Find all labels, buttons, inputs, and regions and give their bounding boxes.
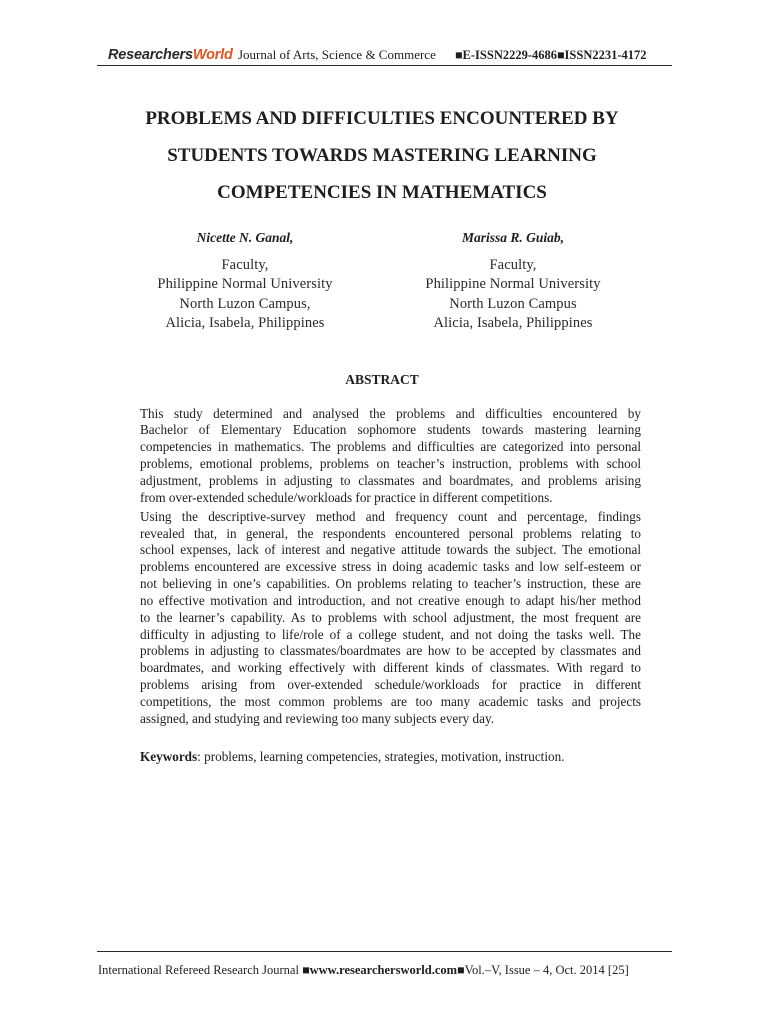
abstract-line: competitions, the most common problems are too many academic tasks and projects: [140, 693, 641, 709]
abstract-body: [140, 406, 641, 728]
abstract-line: Bachelor of Elementary Education sophomore students towards mastering learning: [140, 422, 641, 438]
affiliation-line: Alicia, Isabela, Philippines: [165, 315, 325, 332]
abstract-line: assigned, and studying and reviewing too many subjects every day.: [140, 710, 495, 726]
abstract-line: problems encountered are excessive stress in doing academic tasks and low self-esteem or: [140, 559, 641, 575]
paper-title: [0, 100, 764, 211]
abstract-line: not believing in one’s capabilities. On problems relating to teacher’s instruction, these are: [140, 576, 641, 592]
author-affiliation: [403, 256, 623, 334]
abstract-paragraph: [140, 509, 641, 728]
logo-text-world: World: [192, 47, 233, 63]
footer-issue-info: Vol.–V, Issue – 4, Oct. 2014 [25]: [464, 963, 629, 977]
abstract-line: problems arising from over-extended schedule/workloads for practice in different: [140, 677, 641, 693]
title-line: STUDENTS TOWARDS MASTERING LEARNING: [167, 145, 597, 166]
page-footer: [98, 961, 629, 979]
logo-text-researchers: Researchers: [108, 47, 193, 63]
affiliation-line: Philippine Normal University: [157, 276, 333, 293]
affiliation-line: Faculty,: [489, 257, 537, 273]
abstract-line: problems, emotional problems, problems on teacher’s instruction, problems with school: [140, 456, 641, 472]
abstract-line: adjustment, problems in adjusting to classmates and boardmates, and problems arising: [140, 472, 641, 488]
issn-numbers: ■E-ISSN2229-4686■ISSN2231-4172: [455, 48, 647, 62]
author-affiliation: [135, 256, 355, 334]
abstract-line: Using the descriptive-survey method and frequency count and percentage, findings: [140, 508, 641, 524]
abstract-line: from over-extended schedule/workloads for practice in different competitions.: [140, 489, 553, 505]
keywords-text: : problems, learning competencies, strategies, motivation, instruction.: [197, 748, 565, 764]
journal-name: Journal of Arts, Science & Commerce: [238, 47, 436, 62]
abstract-heading: ABSTRACT: [345, 372, 419, 387]
author-name: Nicette N. Ganal,: [196, 230, 294, 245]
abstract-line: This study determined and analysed the problems and difficulties encountered by: [140, 405, 641, 421]
title-line: COMPETENCIES IN MATHEMATICS: [217, 182, 547, 203]
affiliation-line: Faculty,: [221, 257, 269, 273]
researchersworld-logo: [108, 46, 233, 64]
abstract-line: difficulty in adjusting to life/role of a college student, and not doing the tasks well. The: [140, 626, 641, 642]
author-block-2: [403, 229, 623, 334]
abstract-line: no effective motivation and introduction, and not creative enough to adapt his/her method: [140, 592, 641, 608]
affiliation-line: Philippine Normal University: [425, 276, 601, 293]
abstract-line: problems in adjusting to classmates/boardmates are how to be accepted by classmates and: [140, 643, 641, 659]
affiliation-line: North Luzon Campus: [449, 295, 577, 312]
abstract-line: competencies in mathematics. The problems and difficulties are categorized into personal: [140, 439, 641, 455]
footer-website: ■www.researchersworld.com■: [302, 963, 465, 977]
abstract-line: revealed that, in general, the respondents encountered personal problems relating to: [140, 525, 641, 541]
affiliation-line: Alicia, Isabela, Philippines: [433, 315, 593, 332]
journal-header: [97, 45, 672, 66]
title-line: PROBLEMS AND DIFFICULTIES ENCOUNTERED BY: [145, 108, 619, 129]
author-block-1: [135, 229, 355, 334]
abstract-paragraph: [140, 406, 641, 507]
footer-rule: [97, 951, 672, 952]
footer-journal: International Refereed Research Journal: [98, 963, 299, 977]
keywords-label: Keywords: [140, 748, 198, 764]
author-name: Marissa R. Guiab,: [461, 230, 565, 245]
abstract-line: to the learner’s capability. As to problems with school adjustment, the most frequent are: [140, 609, 641, 625]
abstract-line: school expenses, lack of interest and negative attitude towards the subject. The emotional: [140, 542, 641, 558]
keywords: [140, 748, 565, 765]
affiliation-line: North Luzon Campus,: [179, 295, 311, 312]
abstract-line: boardmates, and working effectively with different kinds of classmates. With regard to: [140, 660, 641, 676]
